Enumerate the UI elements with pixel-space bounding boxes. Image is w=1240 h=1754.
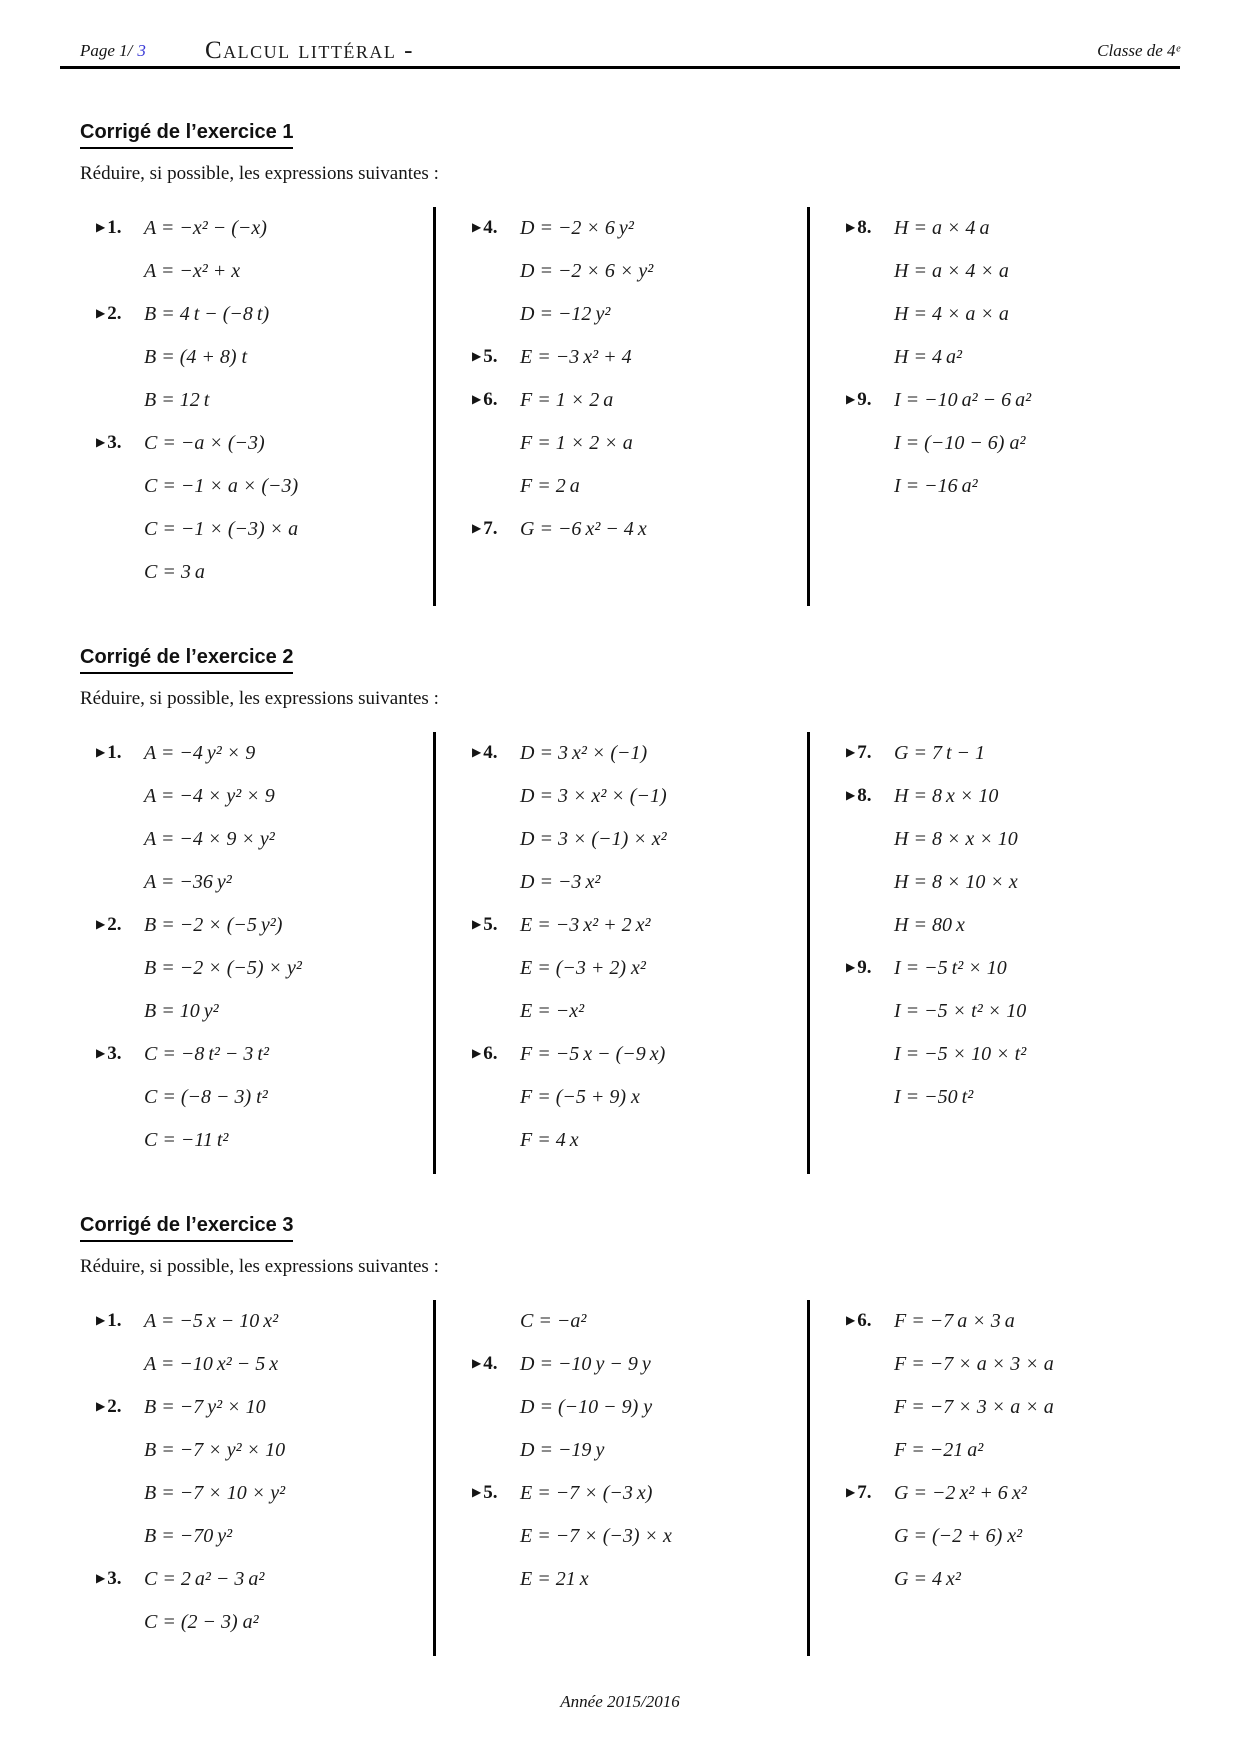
- solution-lines: [520, 904, 807, 1033]
- item-bullet-icon: ▶: [96, 1313, 106, 1327]
- solution-item: [472, 1343, 807, 1472]
- math-line: C = −1 × (−3) × a: [144, 518, 299, 540]
- math-line: D = −19 y: [520, 1439, 605, 1461]
- item-number: 3.: [107, 1568, 122, 1589]
- item-bullet-icon: ▶: [846, 1485, 856, 1499]
- math-line: A = −4 × y² × 9: [144, 785, 275, 807]
- solution-lines: [894, 379, 1160, 508]
- math-line: E = 21 x: [520, 1568, 589, 1590]
- item-marker: [96, 1300, 144, 1386]
- math-line: F = 1 × 2 × a: [520, 432, 633, 454]
- math-line: E = −7 × (−3 x): [520, 1482, 653, 1504]
- math-line: D = −2 × 6 y²: [520, 217, 634, 239]
- item-marker: [96, 1386, 144, 1558]
- math-line: F = −5 x − (−9 x): [520, 1043, 666, 1065]
- item-number: 7.: [857, 1482, 872, 1503]
- math-line: H = 8 × 10 × x: [894, 871, 1018, 893]
- math-line: E = (−3 + 2) x²: [520, 957, 646, 979]
- section-title: Corrigé de l’exercice 1: [80, 121, 293, 149]
- item-bullet-icon: ▶: [472, 1356, 482, 1370]
- math-line: F = 4 x: [520, 1129, 579, 1151]
- item-bullet-icon: ▶: [96, 1571, 106, 1585]
- math-line: F = −7 × a × 3 × a: [894, 1353, 1054, 1375]
- solution-item: [472, 379, 807, 508]
- math-line: I = −5 × 10 × t²: [894, 1043, 1027, 1065]
- solution-lines: [520, 1472, 807, 1601]
- class-level: Classe de 4ᵉ: [1097, 41, 1180, 60]
- exercise-grid: [80, 1300, 1160, 1656]
- math-line: B = 12 t: [144, 389, 210, 411]
- item-marker: [472, 336, 520, 379]
- math-line: B = −2 × (−5) × y²: [144, 957, 302, 979]
- item-bullet-icon: ▶: [846, 960, 856, 974]
- math-line: C = 2 a² − 3 a²: [144, 1568, 265, 1590]
- item-marker: [846, 947, 894, 1119]
- item-marker: [846, 732, 894, 775]
- exercise-column: [433, 1300, 807, 1656]
- math-line: B = −7 × 10 × y²: [144, 1482, 286, 1504]
- intro-text: Réduire, si possible, les expressions suivantes :: [80, 688, 439, 709]
- solution-lines: [894, 207, 1160, 379]
- solution-item: [96, 1558, 433, 1644]
- item-marker: [96, 1558, 144, 1644]
- item-marker: [846, 775, 894, 947]
- exercise-column: [80, 1300, 433, 1656]
- solution-item: [472, 207, 807, 336]
- solution-item: [472, 904, 807, 1033]
- math-line: E = −7 × (−3) × x: [520, 1525, 672, 1547]
- solution-item: [846, 1300, 1160, 1472]
- item-bullet-icon: ▶: [846, 392, 856, 406]
- item-marker: [96, 732, 144, 904]
- solution-item: [846, 207, 1160, 379]
- item-number: 5.: [483, 1482, 498, 1503]
- item-number: 6.: [483, 1043, 498, 1064]
- math-line: I = −16 a²: [894, 475, 978, 497]
- solution-item: [96, 1386, 433, 1558]
- item-number: 2.: [107, 1396, 122, 1417]
- item-bullet-icon: ▶: [472, 917, 482, 931]
- item-marker: [846, 379, 894, 508]
- solution-lines: [520, 207, 807, 336]
- item-number: 7.: [483, 518, 498, 539]
- item-number: 1.: [107, 742, 122, 763]
- item-marker: [472, 1343, 520, 1472]
- item-marker: [472, 508, 520, 551]
- item-bullet-icon: ▶: [472, 1485, 482, 1499]
- solution-lines: [520, 336, 807, 379]
- item-bullet-icon: ▶: [96, 306, 106, 320]
- page-header: [60, 0, 1180, 69]
- section-title: Corrigé de l’exercice 2: [80, 646, 293, 674]
- solution-item: [96, 732, 433, 904]
- item-number: 4.: [483, 217, 498, 238]
- exercise-column: [433, 732, 807, 1174]
- math-line: H = a × 4 × a: [894, 260, 1009, 282]
- solution-lines: [894, 775, 1160, 947]
- item-bullet-icon: ▶: [96, 1399, 106, 1413]
- solution-item: [96, 904, 433, 1033]
- math-line: H = 4 × a × a: [894, 303, 1009, 325]
- math-line: D = −2 × 6 × y²: [520, 260, 654, 282]
- exercise-section: [0, 606, 1240, 1174]
- solution-lines: [144, 1033, 433, 1162]
- solution-item: [472, 732, 807, 904]
- solution-item: [846, 947, 1160, 1119]
- item-bullet-icon: ▶: [96, 220, 106, 234]
- intro-text: Réduire, si possible, les expressions suivantes :: [80, 1256, 439, 1277]
- solution-item: [846, 379, 1160, 508]
- math-line: D = −3 x²: [520, 871, 601, 893]
- item-marker: [472, 732, 520, 904]
- solution-item: [96, 1300, 433, 1386]
- footer-text: Année 2015/2016: [560, 1692, 680, 1711]
- math-line: C = −11 t²: [144, 1129, 229, 1151]
- math-line: F = 2 a: [520, 475, 580, 497]
- section-title: Corrigé de l’exercice 3: [80, 1214, 293, 1242]
- math-line: B = 10 y²: [144, 1000, 219, 1022]
- math-line: F = −7 × 3 × a × a: [894, 1396, 1054, 1418]
- item-marker: [846, 1300, 894, 1472]
- solution-item: [472, 508, 807, 551]
- item-bullet-icon: ▶: [472, 1046, 482, 1060]
- exercise-column: [433, 207, 807, 606]
- exercise-grid: [80, 207, 1160, 606]
- item-number: 9.: [857, 957, 872, 978]
- item-number: 9.: [857, 389, 872, 410]
- math-line: I = −50 t²: [894, 1086, 974, 1108]
- solution-lines: [520, 379, 807, 508]
- math-line: E = −x²: [520, 1000, 585, 1022]
- item-number: 5.: [483, 914, 498, 935]
- solution-item: [846, 732, 1160, 775]
- item-marker: [846, 1472, 894, 1601]
- solution-item: [96, 207, 433, 293]
- math-line: A = −36 y²: [144, 871, 232, 893]
- item-number: 1.: [107, 1310, 122, 1331]
- math-line: E = −3 x² + 2 x²: [520, 914, 651, 936]
- math-line: B = (4 + 8) t: [144, 346, 248, 368]
- math-line: C = (2 − 3) a²: [144, 1611, 259, 1633]
- math-line: I = −5 × t² × 10: [894, 1000, 1027, 1022]
- item-number: 7.: [857, 742, 872, 763]
- math-line: B = −2 × (−5 y²): [144, 914, 283, 936]
- math-line: G = 7 t − 1: [894, 742, 985, 764]
- math-line: D = 3 × (−1) × x²: [520, 828, 667, 850]
- item-number: 4.: [483, 1353, 498, 1374]
- exercise-column: [80, 207, 433, 606]
- item-marker: [472, 379, 520, 508]
- item-marker: [96, 422, 144, 594]
- solution-lines: [144, 1300, 433, 1386]
- math-line: I = (−10 − 6) a²: [894, 432, 1026, 454]
- item-bullet-icon: ▶: [96, 745, 106, 759]
- solution-lines: [144, 1558, 433, 1644]
- item-bullet-icon: ▶: [472, 349, 482, 363]
- solution-item: [472, 1033, 807, 1162]
- math-line: D = 3 x² × (−1): [520, 742, 648, 764]
- solution-lines: [144, 904, 433, 1033]
- item-marker: [96, 293, 144, 422]
- item-number: 5.: [483, 346, 498, 367]
- item-bullet-icon: ▶: [96, 1046, 106, 1060]
- exercise-section: [0, 1174, 1240, 1656]
- exercise-column: [807, 1300, 1160, 1656]
- math-line: H = a × 4 a: [894, 217, 990, 239]
- math-line: A = −x² + x: [144, 260, 241, 282]
- item-marker: [472, 1033, 520, 1162]
- item-bullet-icon: ▶: [472, 521, 482, 535]
- solution-item: [846, 1472, 1160, 1601]
- math-line: I = −10 a² − 6 a²: [894, 389, 1032, 411]
- item-marker: [96, 1033, 144, 1162]
- item-bullet-icon: ▶: [846, 745, 856, 759]
- math-line: F = −7 a × 3 a: [894, 1310, 1015, 1332]
- item-bullet-icon: ▶: [472, 745, 482, 759]
- math-line: A = −5 x − 10 x²: [144, 1310, 279, 1332]
- page-indicator: [80, 41, 146, 61]
- solution-lines: [894, 1472, 1160, 1601]
- footer: [0, 1692, 1240, 1712]
- item-number: 8.: [857, 217, 872, 238]
- page-total: 3: [137, 41, 146, 60]
- solution-item: [96, 422, 433, 594]
- math-line: E = −3 x² + 4: [520, 346, 632, 368]
- math-line: B = 4 t − (−8 t): [144, 303, 270, 325]
- solution-lines: [894, 1300, 1160, 1472]
- math-line: C = −a × (−3): [144, 432, 265, 454]
- math-line: B = −70 y²: [144, 1525, 233, 1547]
- math-line: D = (−10 − 9) y: [520, 1396, 653, 1418]
- math-line: H = 8 × x × 10: [894, 828, 1018, 850]
- item-bullet-icon: ▶: [846, 1313, 856, 1327]
- item-bullet-icon: ▶: [472, 220, 482, 234]
- exercise-column: [80, 732, 433, 1174]
- item-number: 2.: [107, 914, 122, 935]
- page-label: Page 1/: [80, 41, 133, 60]
- solution-lines: [520, 508, 807, 551]
- solution-item: [846, 775, 1160, 947]
- exercise-column: [807, 732, 1160, 1174]
- item-marker: [96, 904, 144, 1033]
- solution-item: [96, 1033, 433, 1162]
- math-line: C = −1 × a × (−3): [144, 475, 299, 497]
- math-line: D = −12 y²: [520, 303, 611, 325]
- solution-lines: [144, 207, 433, 293]
- item-number: 6.: [483, 389, 498, 410]
- item-marker: [846, 207, 894, 379]
- item-number: 2.: [107, 303, 122, 324]
- math-line: G = 4 x²: [894, 1568, 961, 1590]
- math-line: C = −a²: [520, 1310, 587, 1332]
- solution-lines: [144, 1386, 433, 1558]
- item-bullet-icon: ▶: [96, 435, 106, 449]
- solution-lines: [144, 293, 433, 422]
- math-line: H = 80 x: [894, 914, 965, 936]
- math-line: C = −8 t² − 3 t²: [144, 1043, 269, 1065]
- math-line: B = −7 × y² × 10: [144, 1439, 286, 1461]
- solution-lines: [520, 1343, 807, 1472]
- solution-item: [96, 293, 433, 422]
- math-line: H = 4 a²: [894, 346, 962, 368]
- solution-lines: [520, 732, 807, 904]
- item-marker: [472, 207, 520, 336]
- math-line: G = −6 x² − 4 x: [520, 518, 647, 540]
- math-line: G = (−2 + 6) x²: [894, 1525, 1023, 1547]
- document-body: [0, 69, 1240, 1656]
- document-title: Calcul littéral -: [205, 37, 414, 64]
- item-bullet-icon: ▶: [96, 917, 106, 931]
- math-line: C = (−8 − 3) t²: [144, 1086, 268, 1108]
- solution-lines: [520, 1033, 807, 1162]
- item-marker: [472, 904, 520, 1033]
- item-number: 6.: [857, 1310, 872, 1331]
- exercise-section: [0, 69, 1240, 606]
- math-line: D = 3 × x² × (−1): [520, 785, 667, 807]
- math-line: F = −21 a²: [894, 1439, 984, 1461]
- solution-lines: [520, 1300, 807, 1343]
- math-line: A = −x² − (−x): [144, 217, 267, 239]
- math-line: B = −7 y² × 10: [144, 1396, 266, 1418]
- math-line: F = 1 × 2 a: [520, 389, 614, 411]
- math-line: A = −4 × 9 × y²: [144, 828, 275, 850]
- solution-lines: [144, 732, 433, 904]
- solution-lines: [894, 732, 1160, 775]
- item-number: 1.: [107, 217, 122, 238]
- math-line: A = −4 y² × 9: [144, 742, 256, 764]
- solution-lines: [144, 422, 433, 594]
- solution-item: [472, 336, 807, 379]
- item-number: 4.: [483, 742, 498, 763]
- math-line: G = −2 x² + 6 x²: [894, 1482, 1027, 1504]
- math-line: C = 3 a: [144, 561, 205, 583]
- solution-item: [472, 1300, 807, 1343]
- item-bullet-icon: ▶: [472, 392, 482, 406]
- math-line: A = −10 x² − 5 x: [144, 1353, 279, 1375]
- math-line: H = 8 x × 10: [894, 785, 999, 807]
- solution-lines: [894, 947, 1160, 1119]
- exercise-column: [807, 207, 1160, 606]
- solution-item: [472, 1472, 807, 1601]
- math-line: I = −5 t² × 10: [894, 957, 1007, 979]
- item-number: 3.: [107, 1043, 122, 1064]
- intro-text: Réduire, si possible, les expressions suivantes :: [80, 163, 439, 184]
- item-bullet-icon: ▶: [846, 220, 856, 234]
- item-marker: [96, 207, 144, 293]
- math-line: F = (−5 + 9) x: [520, 1086, 640, 1108]
- item-bullet-icon: ▶: [846, 788, 856, 802]
- exercise-grid: [80, 732, 1160, 1174]
- item-marker: [472, 1472, 520, 1601]
- item-number: 3.: [107, 432, 122, 453]
- math-line: D = −10 y − 9 y: [520, 1353, 651, 1375]
- item-number: 8.: [857, 785, 872, 806]
